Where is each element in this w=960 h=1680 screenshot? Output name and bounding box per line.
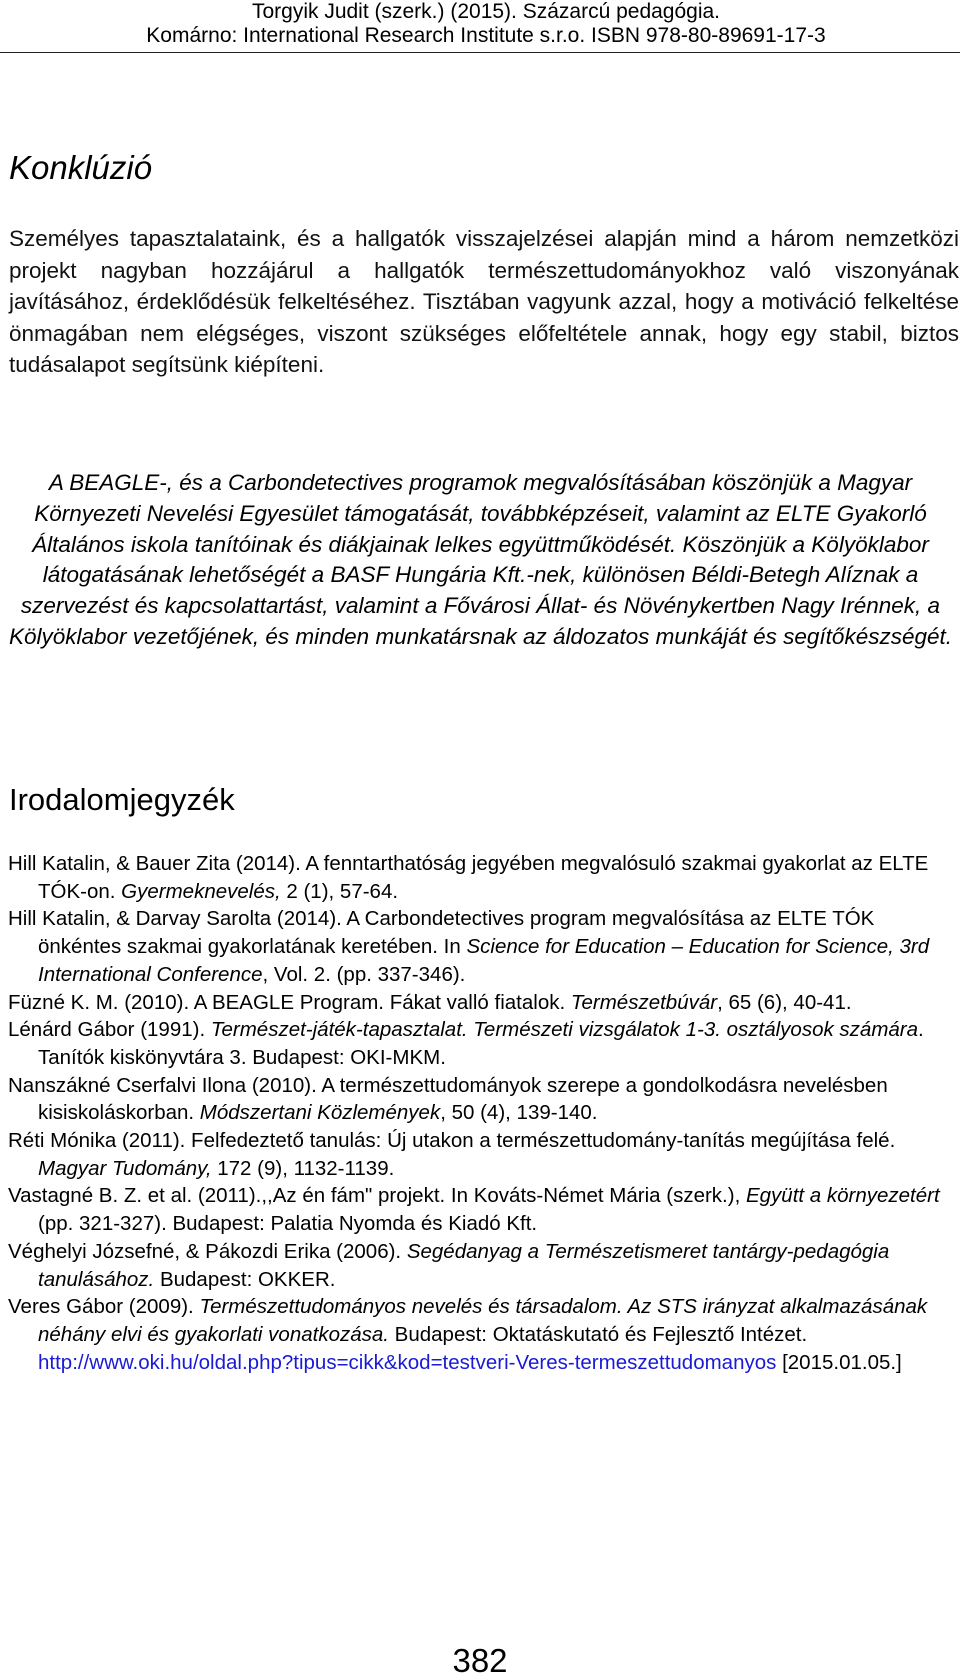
header-citation-line-2: Komárno: International Research Institute s.r.o. ISBN 978-80-89691-17-3 [146, 24, 826, 47]
reference-details: Budapest: OKKER. [154, 1267, 336, 1291]
reference-text: Veres Gábor (2009). [8, 1295, 200, 1319]
page-header [0, 0, 960, 53]
reference-item [8, 1016, 958, 1071]
references-heading: Irodalomjegyzék [9, 782, 235, 817]
reference-details: , 50 (4), 139-140. [440, 1101, 598, 1125]
reference-text: Véghelyi Józsefné, & Pákozdi Erika (2006). [8, 1239, 407, 1263]
reference-source-title: Természettudományos nevelés és társadalom. Az STS irányzat alkalmazásának néhány elvi és gyakorlati vonatkozása. [38, 1295, 928, 1346]
reference-source-title: Science for Education – Education for Science, 3rd International Conference [38, 935, 930, 986]
reference-access-date: [2015.01.05.] [776, 1350, 902, 1374]
reference-text: Réti Mónika (2011). Felfedeztető tanulás: Új utakon a természettudomány-tanítás megújítása felé. [8, 1129, 896, 1153]
reference-source-title: Természetbúvár [570, 990, 718, 1014]
conclusion-heading: Konklúzió [9, 149, 153, 186]
reference-source-title: Módszertani Közlemények [199, 1101, 441, 1125]
conclusion-paragraph: Személyes tapasztalataink, és a hallgatók visszajelzései alapján mind a három nemzetközi projekt nagyban hozzájárul a hallgatók természettudományokhoz való viszonyának javításához, érdeklődésük felkeltéséhez. Tisztában vagyunk azzal, hogy a motiváció felkeltése önmagában nem elégséges, viszont szükséges előfeltétele annak, hogy egy stabil, biztos tudásalapot segítsünk kiépíteni. [9, 226, 959, 377]
reference-details: 2 (1), 57-64. [280, 879, 399, 903]
reference-list [8, 850, 958, 1376]
reference-text: Füzné K. M. (2010). A BEAGLE Program. Fákat valló fiatalok. [8, 990, 571, 1014]
reference-text: Hill Katalin, & Bauer Zita (2014). A fenntarthatóság jegyében megvalósuló szakmai gyakorlat az ELTE TÓK-on. [8, 852, 929, 903]
reference-item [8, 1127, 958, 1182]
reference-details: (pp. 321-327). Budapest: Palatia Nyomda és Kiadó Kft. [38, 1212, 538, 1236]
reference-source-title: Segédanyag a Természetismeret tantárgy-pedagógia tanulásához. [38, 1239, 890, 1291]
reference-item [8, 1182, 958, 1237]
reference-details: , 65 (6), 40-41. [717, 990, 852, 1014]
page-number: 382 [452, 1642, 508, 1679]
reference-details: , Vol. 2. (pp. 337-346). [262, 962, 466, 986]
reference-details: 172 (9), 1132-1139. [211, 1156, 395, 1180]
reference-details: Budapest: Oktatáskutató és Fejlesztő Intézet. [388, 1322, 808, 1346]
reference-item [8, 1072, 958, 1127]
reference-item [8, 850, 958, 905]
reference-text: Lénárd Gábor (1991). [8, 1018, 211, 1042]
acknowledgement-paragraph: A BEAGLE-, és a Carbondetectives programok megvalósításában köszönjük a Magyar Környezeti Nevelési Egyesület támogatását, továbbképzéseit, valamint az ELTE Gyakorló Általános iskola tanítóinak és diákjainak lelkes együttműködését. Köszönjük a Kölyöklabor látogatásának lehetőségét a BASF Hungária Kft.-nek, különösen Béldi-Betegh Alíznak a szervezést és kapcsolattartást, valamint a Fővárosi Állat- és Növénykertben Nagy Irénnek, a Kölyöklabor vezetőjének, és minden munkatársnak az áldozatos munkáját és segítőkészségét. [8, 470, 953, 649]
reference-text: Nanszákné Cserfalvi Ilona (2010). A természettudományok szerepe a gondolkodásra nevelésben kisiskoláskorban. [8, 1073, 888, 1125]
header-citation-line-1: Torgyik Judit (szerk.) (2015). Százarcú pedagógia. [251, 0, 721, 23]
reference-source-title: Gyermeknevelés, [121, 879, 281, 903]
reference-item [8, 989, 958, 1017]
reference-item [8, 1238, 958, 1293]
reference-source-title: Magyar Tudomány, [38, 1156, 212, 1180]
reference-text: Hill Katalin, & Darvay Sarolta (2014). A Carbondetectives program megvalósítása az ELTE TÓK önkéntes szakmai gyakorlatának keretében. In [8, 907, 875, 959]
reference-item [8, 905, 958, 988]
reference-text: Vastagné B. Z. et al. (2011).,,Az én fám" projekt. In Kováts-Német Mária (szerk.), [8, 1184, 746, 1208]
reference-item [8, 1293, 958, 1376]
reference-url-link[interactable]: http://www.oki.hu/oldal.php?tipus=cikk&kod=testveri-Veres-termeszettudomanyos [38, 1350, 777, 1374]
reference-source-title: Együtt a környezetért [745, 1184, 940, 1208]
reference-source-title: Természet-játék-tapasztalat. Természeti vizsgálatok 1-3. osztályosok számára [210, 1018, 919, 1042]
reference-details: . Tanítók kiskönyvtára 3. Budapest: OKI-MKM. [38, 1018, 924, 1069]
